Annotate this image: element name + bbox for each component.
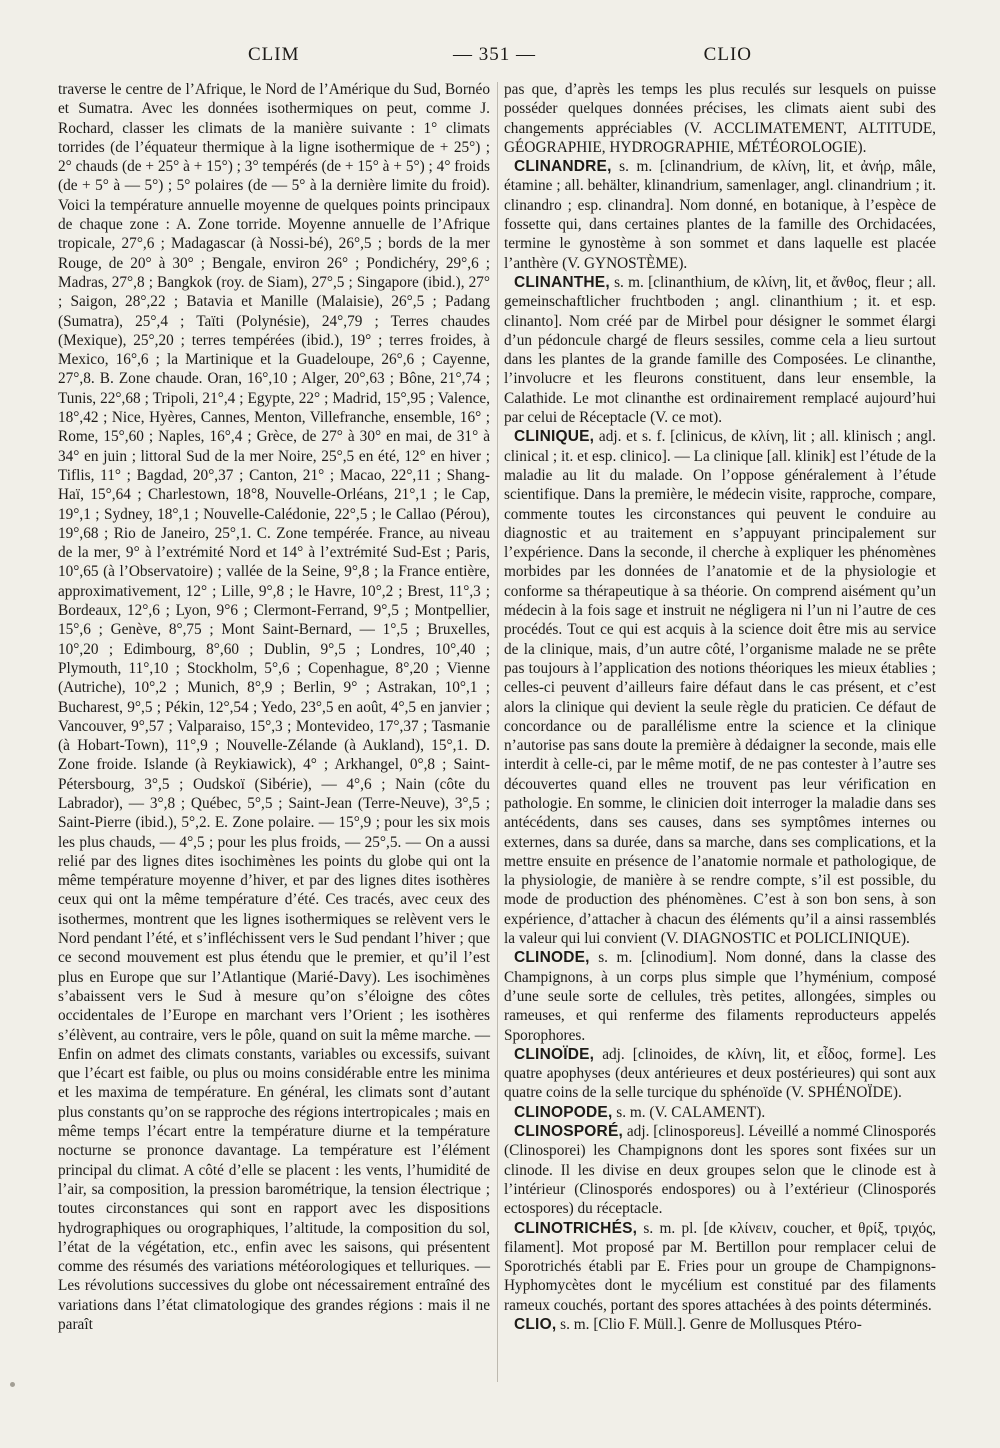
running-head-left: CLIM <box>248 44 300 65</box>
entry-text: adj. et s. f. [clinicus, de κλίνη, lit ; all. klinisch ; angl. clinical ; it. et esp. clinico]. — La clinique [all. klinik] est l’étude de la maladie au lit du malade. On l’oppose généralement à l’étude scientifique. Dans la première, le médecin visite, rapproche, compare, commente toutes les circonstances qui peuvent le conduire au diagnostic et au traitement en s’appuyant principalement sur l’expérience. Dans la seconde, il cherche à expliquer les phénomènes morbides par les données de l’anatomie et de la physiologie et conforme sa thérapeutique à sa théorie. On comprend aisément qu’un médecin à la fois sage et instruit ne négligera ni l’un ni l’autre de ces procédés. Tout ce qui est acquis à la science doit être mis au service de la clinique, mais, d’un autre côté, l’organisme malade ne se prête pas toujours à l’application des notions théoriques les mieux établies ; celles-ci peuvent d’ailleurs faire défaut dans le cas présent, et c’est alors la clinique qui devient la seule règle du praticien. Ce défaut de concordance ou de parallélisme entre la science et la clinique n’autorise pas sans doute la première à dédaigner la seconde, mais elle interdit à celle-ci, par le même motif, de ne pas contester à l’autre ses découvertes quand elles ne trouvent pas leur vérification en pathologie. En somme, le clinicien doit interroger la maladie dans ses antécédents, dans ses causes, dans ses symptômes internes ou externes, dans sa durée, dans sa marche, dans ses complications, et la mettre ensuite en présence de l’anatomie normale et pathologique, de la physiologie, de manière à se rendre compte, s’il est possible, du mode de production des phénomènes. C’est à son bon sens, à son expérience, d’attacher à chacun des éléments qu’il a ainsi rassemblés la valeur qui lui convient (V. DIAGNOSTIC et POLICLINIQUE). <box>504 428 936 948</box>
entry-clinopode <box>504 1103 936 1122</box>
entry-text: s. m. [clinanthium, de κλίνη, lit, et ἄνθος, fleur ; all. gemeinschaftlicher fruchtboden ; angl. clinanthium ; it. et esp. clinanto]. Nom créé par de Mirbel pour désigner le sommet élargi d’un pédoncule chargé de fleurs sessiles, comme cela a lieu surtout dans les plantes de la grande famille des Composées. Le clinanthe, l’involucre et les fleurons constituent, dans leur ensemble, la Calathide. Le mot clinanthe est ordinairement remplacé aujourd’hui par celui de Réceptacle (V. ce mot). <box>504 273 936 427</box>
entry-text: s. m. [Clio F. Müll.]. Genre de Mollusques Ptéro- <box>556 1316 862 1333</box>
entry-clinanthe <box>504 273 936 427</box>
page-header <box>58 44 942 72</box>
entry-clinandre <box>504 157 936 273</box>
entry-headword: CLINIQUE, <box>514 428 595 446</box>
right-column <box>504 80 936 1334</box>
entry-clinode <box>504 948 936 1044</box>
entry-headword: CLINOTRICHÉS, <box>514 1219 638 1237</box>
entry-text: s. m. [clinodium]. Nom donné, dans la classe des Champignons, à un corps plus simple que l’hyménium, composé d’une seule sorte de cellules, très petites, allongées, simples ou rameuses, et qui renferme des filaments reproducteurs appelés Sporophores. <box>504 949 936 1044</box>
entry-headword: CLIO, <box>514 1316 557 1333</box>
left-column <box>58 80 490 1334</box>
page-number: — 351 — <box>453 44 536 65</box>
entry-clinotriches <box>504 1219 936 1315</box>
entry-text: adj. [clinoides, de κλίνη, lit, et εἶδος, forme]. Les quatre apophyses (deux antérieures et deux postérieures) qui sont aux quatre coins de la selle turcique du sphénoïde (V. SPHÉNOÏDE). <box>504 1045 936 1102</box>
entry-headword: CLINANTHE, <box>514 273 610 291</box>
climat-continuation-end: pas que, d’après les temps les plus reculés sur lesquels on puisse posséder quelques données précises, les climats aient subi des changements appréciables (V. ACCLIMATEMENT, ALTITUDE, GÉOGRAPHIE, HYDROGRAPHIE, MÉTÉOROLOGIE). <box>504 81 936 156</box>
entry-headword: CLINODE, <box>514 949 590 967</box>
entry-text: adj. [clinosporeus]. Léveillé a nommé Clinosporés (Clinosporei) les Champignons dont les spores sont fixées sur un clinode. Il les divise en deux groupes selon que le clinode est à l’intérieur (Clinosporés endospores) ou à l’extérieur (Clinosporés ectospores) du réceptacle. <box>504 1123 936 1218</box>
entry-headword: CLINOPODE, <box>514 1103 613 1121</box>
entry-text: s. m. pl. [de κλίνειν, coucher, et θρίξ, τριχός, filament]. Mot proposé par M. Bertillon pour remplacer celui de Sporotrichés établi par E. Fries pour un groupe de Champignons-Hyphomycètes dont le mycélium est constitué par des filaments rameux couchés, portant des spores attachées à des points déterminés. <box>504 1219 936 1314</box>
entry-clinique <box>504 427 936 948</box>
entry-headword: CLINANDRE, <box>514 158 612 176</box>
margin-speck <box>10 1382 15 1387</box>
entry-text: s. m. (V. CALAMENT). <box>612 1103 766 1121</box>
column-divider <box>497 82 498 1382</box>
entry-clinoide <box>504 1045 936 1103</box>
entry-clio <box>504 1315 936 1334</box>
running-head-right: CLIO <box>703 44 752 65</box>
entry-text: s. m. [clinandrium, de κλίνη, lit, et ἀνήρ, mâle, étamine ; all. behälter, klinandrium, samenlager, angl. clinandrium ; it. clinandro ; esp. clinandra]. Nom donné, en botanique, à l’espèce de fossette qui, dans certaines plantes de la famille des Orchidacées, termine le gynostème à son sommet et dans laquelle est placée l’anthère (V. GYNOSTÈME). <box>504 158 936 272</box>
entry-headword: CLINOÏDE, <box>514 1045 595 1063</box>
entry-clinospore <box>504 1122 936 1218</box>
entry-headword: CLINOSPORÉ, <box>514 1123 623 1141</box>
climat-continuation-paragraph: traverse le centre de l’Afrique, le Nord de l’Amérique du Sud, Bornéo et Sumatra. Avec les données isothermiques on peut, comme J. Rochard, classer les climats de la manière suivante : 1° climats torrides (de l’équateur thermique à la ligne isothermique de + 25°) ; 2° chauds (de + 25° à + 15°) ; 3° tempérés (de + 15° à + 5°) ; 4° froids (de + 5° à — 5°) ; 5° polaires (de — 5° à la dernière limite du froid). Voici la température annuelle moyenne de quelques points principaux de chaque zone : A. Zone torride. Moyenne annuelle de l’Afrique tropicale, 27°,6 ; Madagascar (à Nossi-bé), 26°,5 ; bords de la mer Rouge, de 20° à 30° ; Bengale, environ 26° ; Pondichéry, 29°,6 ; Madras, 27°,8 ; Bangkok (roy. de Siam), 27°,5 ; Singapore (ibid.), 27° ; Saigon, 28°,22 ; Batavia et Manille (Malaisie), 26°,5 ; Padang (Sumatra), 25°,4 ; Taïti (Polynésie), 24°,79 ; Terres chaudes (Mexique), 25°,20 ; terres tempérées (ibid.), 19° ; terres froides, à Mexico, 16°,6 ; la Martinique et la Guadeloupe, 26°,6 ; Cayenne, 27°,8. B. Zone chaude. Oran, 16°,10 ; Alger, 20°,63 ; Bône, 21°,74 ; Tunis, 22°,68 ; Tripoli, 21°,4 ; Egypte, 22° ; Madrid, 15°,95 ; Valence, 18°,42 ; Nice, Hyères, Cannes, Menton, Villefranche, ensemble, 16° ; Rome, 15°,60 ; Naples, 16°,4 ; Grèce, de 27° à 30° en mai, de 31° à 34° en juin ; littoral Sud de la mer Noire, 25°,5 en été, 12° en hiver ; Tiflis, 11° ; Bagdad, 20°,37 ; Canton, 21° ; Macao, 22°,11 ; Shang-Haï, 15°,64 ; Charlestown, 18°8, Nouvelle-Orléans, 21°,1 ; le Cap, 19°,1 ; Sydney, 18°,1 ; Nouvelle-Calédonie, 22°,5 ; le Callao (Pérou), 19°,68 ; Rio de Janeiro, 25°,1. C. Zone tempérée. France, au niveau de la mer, 9° à l’extrémité Nord et 14° à l’extrémité Sud-Est ; Paris, 10°,65 (à l’Observatoire) ; vallée de la Seine, 9°,8 ; la France entière, approximativement, 12° ; Lille, 9°,8 ; le Havre, 10°,2 ; Brest, 11°,3 ; Bordeaux, 12°,6 ; Lyon, 9°6 ; Clermont-Ferrand, 9°,5 ; Montpellier, 15°,6 ; Genève, 8°,75 ; Mont Saint-Bernard, — 1°,5 ; Bruxelles, 10°,20 ; Edimbourg, 8°,60 ; Dublin, 9°,5 ; Londres, 10°,40 ; Plymouth, 11°,10 ; Stockholm, 5°,6 ; Copenhague, 8°,20 ; Vienne (Autriche), 10°,2 ; Munich, 8°,9 ; Berlin, 9° ; Astrakan, 10°,1 ; Bucharest, 9°,5 ; Pékin, 12°,54 ; Yedo, 23°,5 en août, 4°,5 en janvier ; Vancouver, 9°,57 ; Valparaiso, 15°,3 ; Montevideo, 17°,37 ; Tasmanie (à Hobart-Town), 11°,9 ; Nouvelle-Zélande (à Aukland), 15°,1. D. Zone froide. Islande (à Reykiawick), 4° ; Arkhangel, 0°,8 ; Saint-Pétersbourg, 3°,5 ; Oudskoï (Sibérie), — 4°,6 ; Nain (côte du Labrador), — 3°,8 ; Québec, 5°,5 ; Saint-Jean (Terre-Neuve), 3°,5 ; Saint-Pierre (ibid.), 5°,2. E. Zone polaire. — 15°,9 ; pour les six mois les plus chauds, — 4°,5 ; pour les plus froids, — 25°,5. — On a aussi relié par des lignes dites isochimènes les points du globe qui ont la même température moyenne d’hiver, et par des lignes dites isothères ceux qui ont la même température d’été. Ces tracés, avec ceux des isothermes, montrent que les lignes isothermiques se relèvent vers le Nord pendant l’été, et s’infléchissent vers le Sud pendant l’hiver ; que ce second mouvement est plus étendu que le premier, et qu’il l’est plus en Europe que sur l’Atlantique (Marié-Davy). Les isochimènes s’abaissent vers le Sud à mesure qu’on s’éloigne des côtes occidentales de l’Europe en marchant vers l’Orient ; les isothères s’élèvent, au contraire, vers le pôle, quand on suit la même marche. — Enfin on admet des climats constants, variables ou excessifs, suivant que l’écart est faible, ou plus ou moins considérable entre les minima et les maxima de température. En général, les climats sont d’autant plus constants qu’on se rapproche des régions intertropicales ; mais en même temps l’écart entre la température diurne et la température nocturne se prononce davantage. La température est l’élément principal du climat. A côté d’elle se placent : les vents, l’humidité de l’air, sa composition, la pression barométrique, la tension électrique ; toutes circonstances qui sont en rapport avec les dispositions hydrographiques ou orographiques, l’altitude, la composition du sol, l’état de la végétation, etc., enfin avec les saisons, qui présentent comme des résumés des variations météorologiques et telluriques. — Les révolutions successives du globe ont nécessairement entraîné des variations dans l’état climatologique des grandes régions : mais il ne paraît <box>58 81 490 1333</box>
